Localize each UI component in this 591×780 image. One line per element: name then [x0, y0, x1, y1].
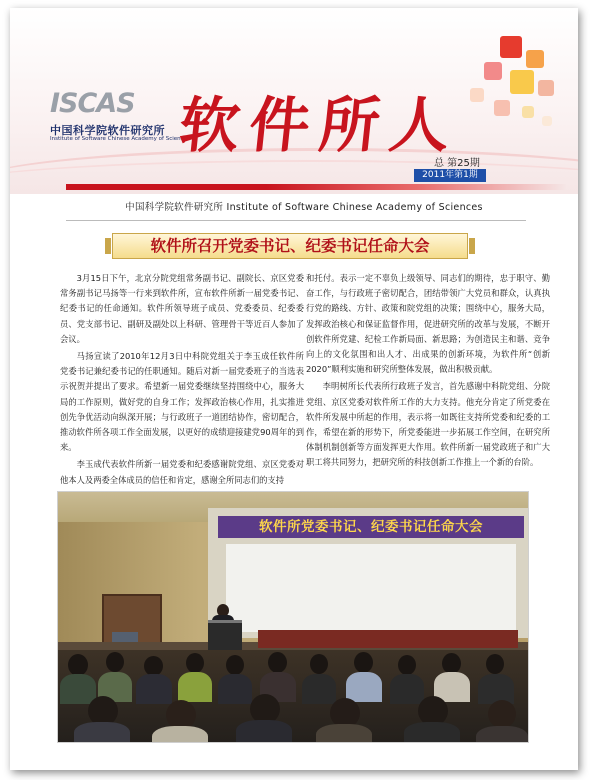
- masthead-title: 软件所人: [175, 91, 464, 161]
- meeting-photo: [58, 492, 528, 742]
- photo-banner: 软件所党委书记、纪委书记任命大会: [218, 516, 524, 538]
- org-name-english: Institute of Software Chinese Academy of Sciences: [50, 136, 190, 142]
- article-paragraph: 李玉成代表软件所新一届党委和纪委感谢院党组、京区党委对他本人及两委全体成员的信任和肯定，感谢全所同志们的支持: [60, 459, 304, 485]
- photo-audience: [58, 650, 528, 742]
- article-paragraph: 李明树所长代表所行政班子发言，首先感谢中科院党组、分院党组、京区党委对软件所工作的大力支持。他充分肯定了所党委在软件所发展中所起的作用，表示将一如既往支持所党委和纪委的工作，希望在新的形势下，所党委能进一步拓展工作空间，在研究所体制机制创新等方面发挥更大作用。软件所新一届党政班子和广大职工将共同努力，把研究所的科技创新工作推上一个新的台阶。: [306, 381, 550, 468]
- org-line: 中国科学院软件研究所 Institute of Software Chinese Academy of Sciences: [125, 202, 483, 213]
- header-red-band: [66, 184, 566, 190]
- article-column-right: [306, 271, 550, 473]
- article-paragraph: 和托付。表示一定不辜负上级领导、同志们的期待，忠于职守、勤奋工作，与行政班子密切配合，团结带领广大党员和群众，认真执行党的路线、方针、政策和院党组的决策；围绕中心，服务大局，发挥政治核心和保证监督作用，促进研究所的改革与发展，不断开创软件所党建、纪检工作新局面、新思路；为创造民主和谐、竞争向上的文化氛围和出人才、出成果的创新环境，为软件所“创新2020”顺利实施和研究所整体发展，做出积极贡献。: [306, 273, 550, 375]
- issue-total: 总 第25期: [434, 158, 480, 169]
- photo-head-table: [258, 630, 518, 648]
- photo-projection-screen: [226, 544, 516, 632]
- article-paragraph: 马扬宣读了2010年12月3日中科院党组关于李玉成任软件所党委书记兼纪委书记的任职通知。随后对新一届党委班子的当选表示祝贺并提出了要求。希望新一届党委继续坚持围绕中心，服务大局的工作原则，做好党的自身工作；发挥政治核心作用，扎实推进创先争优活动向纵深开展；与行政班子一道团结协作，密切配合，推动软件所各项工作全面发展，以更好的成绩迎接建党90周年的到来。: [60, 351, 304, 453]
- divider: [66, 220, 526, 221]
- photo-podium: [208, 620, 242, 654]
- page-frame: [10, 8, 578, 770]
- newsletter-header: [10, 8, 578, 194]
- issue-year-badge: 2011年第1期: [414, 169, 486, 182]
- iscas-logo: ISCAS: [50, 88, 135, 119]
- org-name-chinese: 中国科学院软件研究所: [50, 124, 165, 137]
- article-title: 软件所召开党委书记、纪委书记任命大会: [112, 233, 468, 259]
- article-paragraph: 3月15日下午，北京分院党组常务副书记、副院长、京区党委常务副书记马扬等一行来到软件所，宣布软件所新一届党委书记、纪委书记的任命通知。软件所领导班子成员、党委委员、纪委委员、党支部书记、副研及副处以上科研、管理骨干等近百人参加了会议。: [60, 273, 304, 344]
- article-column-left: [60, 271, 304, 490]
